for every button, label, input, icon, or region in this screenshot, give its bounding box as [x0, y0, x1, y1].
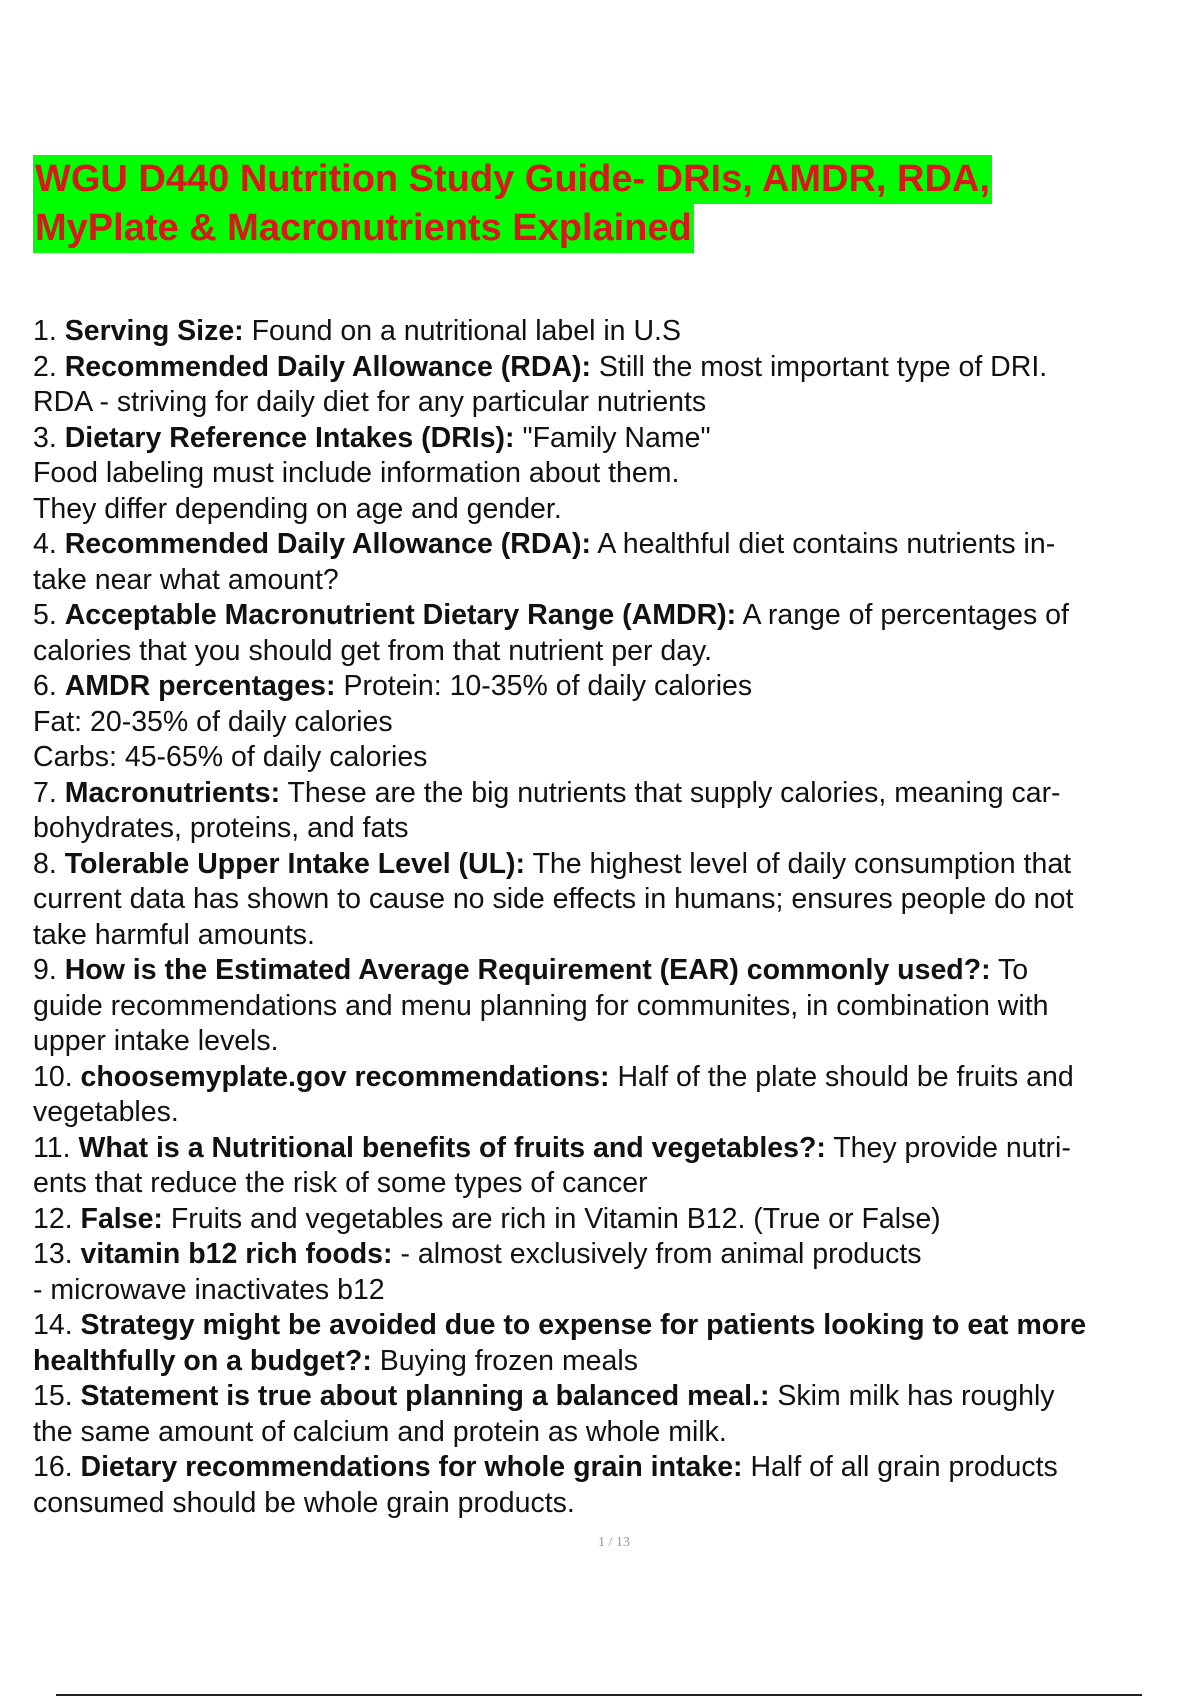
list-item-continuation: Food labeling must include information about them. — [33, 457, 680, 489]
list-item — [33, 598, 1198, 634]
item-term: Recommended Daily Allowance (RDA): — [64, 350, 591, 383]
list-item — [33, 1202, 1198, 1238]
title-line-2: MyPlate & Macronutrients Explained — [33, 204, 694, 253]
list-item — [33, 953, 1198, 989]
item-term: Serving Size: — [64, 315, 244, 347]
list-item-continuation: take harmful amounts. — [33, 918, 315, 951]
item-answer: Half of the plate should be fruits and — [617, 1060, 1074, 1093]
item-term: Dietary Reference Intakes (DRIs): — [64, 421, 515, 454]
item-term: healthfully on a budget?: — [33, 1344, 372, 1377]
item-term: What is a Nutritional benefits of fruits and vegetables?: — [78, 1131, 826, 1164]
item-term: choosemyplate.gov recommendations: — [80, 1060, 610, 1093]
item-term: vitamin b12 rich foods: — [80, 1238, 393, 1270]
list-item — [33, 1308, 1198, 1344]
list-item — [33, 1060, 1198, 1096]
list-item-continuation — [33, 1344, 1198, 1380]
item-answer: The highest level of daily consumption that — [532, 847, 1072, 880]
item-number: 10. — [33, 1060, 73, 1093]
item-answer: Buying frozen meals — [379, 1344, 638, 1377]
item-answer: They provide nutri- — [833, 1131, 1071, 1164]
list-item-continuation: - microwave inactivates b12 — [33, 1273, 385, 1306]
list-item-continuation: They differ depending on age and gender. — [33, 492, 562, 525]
study-guide-list — [33, 314, 1198, 1521]
list-item-continuation: Fat: 20-35% of daily calories — [33, 705, 393, 738]
item-term: Recommended Daily Allowance (RDA): — [64, 528, 591, 560]
list-item — [33, 527, 1198, 563]
item-number: 5. — [33, 599, 57, 631]
document-title — [33, 155, 1193, 253]
list-item — [33, 776, 1198, 812]
item-answer: A healthful diet contains nutrients in- — [597, 528, 1056, 560]
footer-divider — [56, 1694, 1142, 1696]
item-number: 16. — [33, 1451, 73, 1483]
list-item — [33, 1237, 1198, 1273]
list-item-continuation: take near what amount? — [33, 563, 339, 596]
title-line-1: WGU D440 Nutrition Study Guide- DRIs, AMDR, RDA, — [33, 155, 992, 204]
item-number: 4. — [33, 528, 57, 560]
list-item — [33, 314, 1198, 350]
list-item — [33, 1379, 1198, 1415]
item-term: Tolerable Upper Intake Level (UL): — [64, 847, 526, 880]
item-answer: Skim milk has roughly — [777, 1380, 1055, 1412]
item-number: 11. — [33, 1131, 71, 1164]
list-item — [33, 421, 1198, 457]
item-answer: To — [998, 954, 1029, 986]
item-answer: Protein: 10-35% of daily calories — [343, 670, 753, 702]
item-answer: These are the big nutrients that supply calories, meaning car- — [287, 776, 1061, 809]
item-answer: "Family Name" — [522, 421, 711, 454]
list-item-continuation: RDA - striving for daily diet for any particular nutrients — [33, 386, 707, 418]
item-number: 9. — [33, 954, 57, 986]
list-item-continuation: vegetables. — [33, 1096, 179, 1128]
item-answer: A range of percentages of — [742, 599, 1069, 631]
list-item-continuation: current data has shown to cause no side effects in humans; ensures people do not — [33, 883, 1074, 915]
item-number: 7. — [33, 776, 57, 809]
item-number: 6. — [33, 670, 57, 702]
list-item-continuation: ents that reduce the risk of some types of cancer — [33, 1167, 648, 1199]
item-term: Macronutrients: — [64, 776, 281, 809]
page-number: 1 / 13 — [598, 1535, 630, 1550]
list-item — [33, 1131, 1198, 1167]
item-term: False: — [80, 1202, 163, 1235]
item-number: 14. — [33, 1309, 73, 1341]
item-number: 13. — [33, 1238, 73, 1270]
item-term: AMDR percentages: — [64, 670, 336, 702]
item-number: 12. — [33, 1202, 73, 1235]
item-term: How is the Estimated Average Requirement (EAR) commonly used?: — [64, 954, 991, 986]
item-term: Acceptable Macronutrient Dietary Range (AMDR): — [64, 599, 737, 631]
item-answer: - almost exclusively from animal products — [400, 1238, 922, 1270]
item-answer: Fruits and vegetables are rich in Vitamin B12. (True or False) — [170, 1202, 941, 1235]
item-number: 15. — [33, 1380, 73, 1412]
item-number: 8. — [33, 847, 57, 880]
list-item-continuation: calories that you should get from that nutrient per day. — [33, 634, 713, 667]
list-item — [33, 847, 1198, 883]
item-answer: Still the most important type of DRI. — [598, 350, 1048, 383]
list-item — [33, 669, 1198, 705]
item-number: 3. — [33, 421, 57, 454]
list-item-continuation: Carbs: 45-65% of daily calories — [33, 741, 428, 773]
item-number: 1. — [33, 315, 57, 347]
list-item — [33, 350, 1198, 386]
item-answer: Half of all grain products — [750, 1451, 1058, 1483]
list-item-continuation: consumed should be whole grain products. — [33, 1486, 575, 1519]
item-number: 2. — [33, 350, 57, 383]
item-answer: Found on a nutritional label in U.S — [251, 315, 681, 347]
list-item — [33, 1450, 1198, 1486]
item-term: Strategy might be avoided due to expense for patients looking to eat more — [80, 1309, 1087, 1341]
item-term: Statement is true about planning a balanced meal.: — [80, 1380, 770, 1412]
list-item-continuation: the same amount of calcium and protein as whole milk. — [33, 1415, 727, 1448]
list-item-continuation: upper intake levels. — [33, 1025, 279, 1057]
list-item-continuation: guide recommendations and menu planning for communites, in combination with — [33, 989, 1049, 1022]
item-term: Dietary recommendations for whole grain intake: — [80, 1451, 743, 1483]
list-item-continuation: bohydrates, proteins, and fats — [33, 812, 409, 844]
